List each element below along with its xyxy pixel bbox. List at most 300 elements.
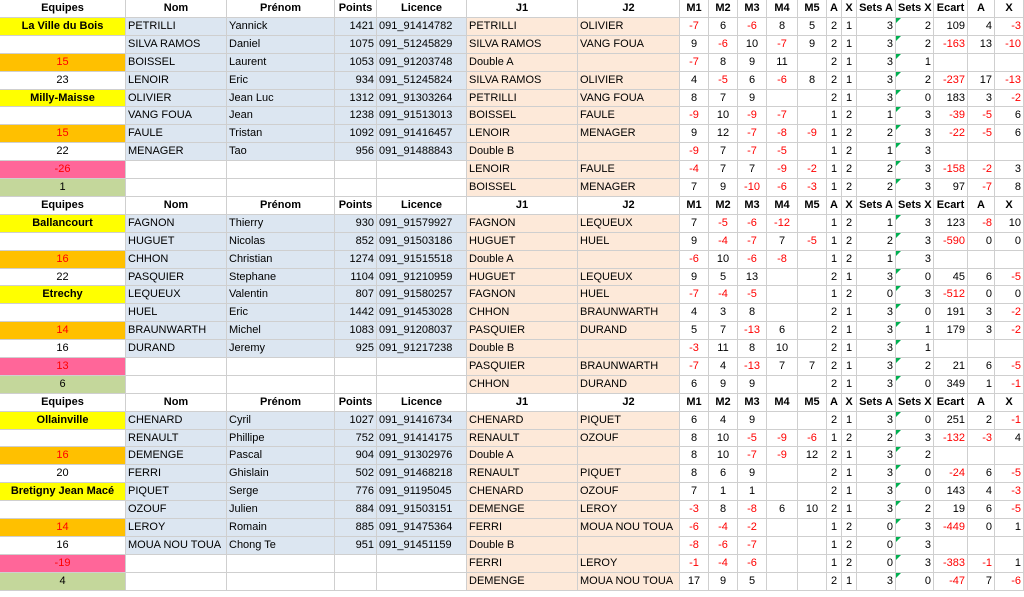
match-set-score[interactable]: -7: [738, 447, 767, 465]
match-ecart-x[interactable]: -2: [995, 322, 1024, 340]
empty-cell[interactable]: [126, 376, 227, 394]
match-ecart-a[interactable]: 3: [968, 322, 995, 340]
match-j2[interactable]: MENAGER: [578, 179, 680, 197]
match-set-score[interactable]: 7: [738, 161, 767, 179]
match-set-score[interactable]: -8: [767, 251, 798, 269]
match-set-score[interactable]: 8: [738, 340, 767, 358]
match-j2[interactable]: OZOUF: [578, 483, 680, 501]
player-points[interactable]: 1053: [335, 54, 377, 72]
match-sets-x[interactable]: 2: [896, 358, 934, 376]
player-prenom[interactable]: Romain: [227, 519, 335, 537]
header-m5[interactable]: M5: [798, 0, 827, 18]
player-prenom[interactable]: Nicolas: [227, 233, 335, 251]
match-set-score[interactable]: -8: [738, 501, 767, 519]
player-licence[interactable]: 091_91451159: [377, 537, 467, 555]
match-set-score[interactable]: -9: [767, 447, 798, 465]
match-x[interactable]: 1: [842, 412, 857, 430]
match-sets-a[interactable]: 3: [857, 412, 896, 430]
match-set-score[interactable]: 7: [680, 179, 709, 197]
match-j1[interactable]: SILVA RAMOS: [467, 36, 578, 54]
player-points[interactable]: 502: [335, 465, 377, 483]
player-prenom[interactable]: Cyril: [227, 412, 335, 430]
match-ecart-a[interactable]: 6: [968, 358, 995, 376]
header-points[interactable]: Points: [335, 0, 377, 18]
match-set-score[interactable]: -9: [767, 430, 798, 447]
header-x[interactable]: X: [842, 394, 857, 412]
header-m3[interactable]: M3: [738, 197, 767, 215]
team-score[interactable]: 13: [0, 358, 126, 376]
match-x[interactable]: 1: [842, 358, 857, 376]
empty-cell[interactable]: [227, 358, 335, 376]
match-a[interactable]: 2: [827, 483, 842, 501]
match-a[interactable]: 2: [827, 54, 842, 72]
match-a[interactable]: 2: [827, 501, 842, 519]
match-set-score[interactable]: -9: [680, 107, 709, 125]
match-a[interactable]: 2: [827, 447, 842, 465]
match-set-score[interactable]: 7: [680, 215, 709, 233]
match-ecart-x[interactable]: 0: [995, 286, 1024, 304]
player-prenom[interactable]: Eric: [227, 304, 335, 322]
match-set-score[interactable]: 11: [767, 54, 798, 72]
match-set-score[interactable]: -6: [738, 215, 767, 233]
match-j1[interactable]: SILVA RAMOS: [467, 72, 578, 90]
team-score[interactable]: [0, 107, 126, 125]
player-nom[interactable]: OLIVIER: [126, 90, 227, 107]
match-set-score[interactable]: -7: [680, 358, 709, 376]
match-a[interactable]: 2: [827, 36, 842, 54]
player-nom[interactable]: BOISSEL: [126, 54, 227, 72]
match-x[interactable]: 2: [842, 519, 857, 537]
player-licence[interactable]: 091_91580257: [377, 286, 467, 304]
match-j1[interactable]: Double A: [467, 447, 578, 465]
match-sets-x[interactable]: 3: [896, 233, 934, 251]
match-ecart[interactable]: [934, 54, 968, 72]
match-set-score[interactable]: [767, 537, 798, 555]
match-ecart-a[interactable]: 4: [968, 18, 995, 36]
match-sets-a[interactable]: 0: [857, 286, 896, 304]
match-set-score[interactable]: -7: [767, 36, 798, 54]
match-sets-x[interactable]: 3: [896, 251, 934, 269]
match-j2[interactable]: DURAND: [578, 376, 680, 394]
match-set-score[interactable]: 7: [680, 483, 709, 501]
match-set-score[interactable]: [798, 519, 827, 537]
match-ecart[interactable]: -590: [934, 233, 968, 251]
match-set-score[interactable]: 8: [709, 54, 738, 72]
match-sets-a[interactable]: 2: [857, 233, 896, 251]
match-j2[interactable]: OZOUF: [578, 430, 680, 447]
empty-cell[interactable]: [227, 573, 335, 591]
player-nom[interactable]: CHHON: [126, 251, 227, 269]
player-prenom[interactable]: Stephane: [227, 269, 335, 286]
match-set-score[interactable]: 8: [738, 304, 767, 322]
match-ecart-x[interactable]: -3: [995, 483, 1024, 501]
match-set-score[interactable]: 8: [798, 72, 827, 90]
player-points[interactable]: 807: [335, 286, 377, 304]
match-ecart-a[interactable]: -2: [968, 161, 995, 179]
match-j2[interactable]: LEQUEUX: [578, 215, 680, 233]
match-ecart-x[interactable]: -6: [995, 573, 1024, 591]
team-score[interactable]: 22: [0, 143, 126, 161]
match-j1[interactable]: LENOIR: [467, 161, 578, 179]
match-set-score[interactable]: 5: [709, 269, 738, 286]
match-sets-x[interactable]: 3: [896, 430, 934, 447]
match-set-score[interactable]: [798, 412, 827, 430]
match-set-score[interactable]: -4: [709, 286, 738, 304]
player-licence[interactable]: 091_91488843: [377, 143, 467, 161]
match-set-score[interactable]: 7: [767, 358, 798, 376]
match-j1[interactable]: FERRI: [467, 555, 578, 573]
empty-cell[interactable]: [126, 555, 227, 573]
match-ecart-a[interactable]: 6: [968, 269, 995, 286]
match-set-score[interactable]: -1: [680, 555, 709, 573]
empty-cell[interactable]: [335, 179, 377, 197]
player-points[interactable]: 1027: [335, 412, 377, 430]
header-m5[interactable]: M5: [798, 394, 827, 412]
match-sets-x[interactable]: 1: [896, 322, 934, 340]
header-j1[interactable]: J1: [467, 394, 578, 412]
match-set-score[interactable]: -6: [738, 18, 767, 36]
match-j2[interactable]: HUEL: [578, 286, 680, 304]
player-points[interactable]: 925: [335, 340, 377, 358]
team-score[interactable]: 22: [0, 269, 126, 286]
match-set-score[interactable]: [767, 376, 798, 394]
header-a2[interactable]: A: [968, 197, 995, 215]
match-x[interactable]: 2: [842, 430, 857, 447]
match-j1[interactable]: BOISSEL: [467, 179, 578, 197]
match-j2[interactable]: VANG FOUA: [578, 36, 680, 54]
header-j1[interactable]: J1: [467, 0, 578, 18]
player-licence[interactable]: 091_91468218: [377, 465, 467, 483]
match-j1[interactable]: CHENARD: [467, 412, 578, 430]
match-j2[interactable]: FAULE: [578, 107, 680, 125]
match-ecart-a[interactable]: 0: [968, 233, 995, 251]
player-nom[interactable]: HUGUET: [126, 233, 227, 251]
match-set-score[interactable]: 7: [709, 322, 738, 340]
team-score[interactable]: [0, 501, 126, 519]
header-prenom[interactable]: Prénom: [227, 394, 335, 412]
team-score[interactable]: 14: [0, 519, 126, 537]
match-x[interactable]: 2: [842, 215, 857, 233]
match-sets-x[interactable]: 3: [896, 215, 934, 233]
match-set-score[interactable]: [767, 286, 798, 304]
header-nom[interactable]: Nom: [126, 0, 227, 18]
match-set-score[interactable]: 10: [709, 447, 738, 465]
team-score[interactable]: 14: [0, 322, 126, 340]
team-name[interactable]: Milly-Maisse: [0, 90, 126, 107]
match-j1[interactable]: CHHON: [467, 376, 578, 394]
match-ecart-x[interactable]: [995, 537, 1024, 555]
match-ecart[interactable]: -512: [934, 286, 968, 304]
match-set-score[interactable]: 8: [767, 18, 798, 36]
match-ecart-x[interactable]: 0: [995, 233, 1024, 251]
player-points[interactable]: 1238: [335, 107, 377, 125]
player-points[interactable]: 930: [335, 215, 377, 233]
team-score[interactable]: 16: [0, 340, 126, 358]
match-x[interactable]: 1: [842, 18, 857, 36]
match-sets-a[interactable]: 3: [857, 340, 896, 358]
match-set-score[interactable]: 9: [738, 412, 767, 430]
header-x2[interactable]: X: [995, 394, 1024, 412]
match-ecart-x[interactable]: -5: [995, 501, 1024, 519]
match-set-score[interactable]: 9: [709, 179, 738, 197]
match-sets-a[interactable]: 3: [857, 269, 896, 286]
match-sets-a[interactable]: 3: [857, 322, 896, 340]
player-points[interactable]: 1092: [335, 125, 377, 143]
match-set-score[interactable]: 10: [738, 36, 767, 54]
player-licence[interactable]: 091_91416734: [377, 412, 467, 430]
match-ecart-a[interactable]: 17: [968, 72, 995, 90]
match-j1[interactable]: CHHON: [467, 304, 578, 322]
player-prenom[interactable]: Laurent: [227, 54, 335, 72]
match-sets-a[interactable]: 3: [857, 72, 896, 90]
match-x[interactable]: 1: [842, 304, 857, 322]
header-a[interactable]: A: [827, 0, 842, 18]
match-sets-x[interactable]: 3: [896, 107, 934, 125]
match-a[interactable]: 2: [827, 465, 842, 483]
header-ecart[interactable]: Ecart: [934, 0, 968, 18]
match-ecart[interactable]: [934, 447, 968, 465]
match-ecart-a[interactable]: 6: [968, 465, 995, 483]
match-ecart-x[interactable]: [995, 251, 1024, 269]
match-sets-a[interactable]: 2: [857, 161, 896, 179]
match-sets-a[interactable]: 3: [857, 304, 896, 322]
match-x[interactable]: 2: [842, 555, 857, 573]
match-ecart-a[interactable]: 1: [968, 376, 995, 394]
match-ecart[interactable]: -158: [934, 161, 968, 179]
match-set-score[interactable]: 9: [738, 90, 767, 107]
match-set-score[interactable]: -7: [680, 54, 709, 72]
player-licence[interactable]: 091_91416457: [377, 125, 467, 143]
match-set-score[interactable]: -7: [738, 233, 767, 251]
team-name[interactable]: Bretigny Jean Macé: [0, 483, 126, 501]
match-set-score[interactable]: 11: [709, 340, 738, 358]
match-set-score[interactable]: -4: [709, 555, 738, 573]
match-sets-a[interactable]: 3: [857, 90, 896, 107]
match-x[interactable]: 2: [842, 537, 857, 555]
match-set-score[interactable]: -6: [767, 72, 798, 90]
header-nom[interactable]: Nom: [126, 197, 227, 215]
match-set-score[interactable]: [798, 376, 827, 394]
match-set-score[interactable]: [798, 269, 827, 286]
header-nom[interactable]: Nom: [126, 394, 227, 412]
match-sets-a[interactable]: 0: [857, 555, 896, 573]
match-x[interactable]: 1: [842, 376, 857, 394]
match-j1[interactable]: Double B: [467, 143, 578, 161]
match-x[interactable]: 1: [842, 465, 857, 483]
empty-cell[interactable]: [335, 358, 377, 376]
match-set-score[interactable]: 1: [709, 483, 738, 501]
match-sets-x[interactable]: 3: [896, 125, 934, 143]
player-points[interactable]: 904: [335, 447, 377, 465]
match-ecart[interactable]: 97: [934, 179, 968, 197]
match-sets-x[interactable]: 3: [896, 286, 934, 304]
player-licence[interactable]: 091_91475364: [377, 519, 467, 537]
match-x[interactable]: 1: [842, 322, 857, 340]
match-sets-a[interactable]: 0: [857, 519, 896, 537]
header-sets-a[interactable]: Sets A: [857, 0, 896, 18]
match-ecart[interactable]: 143: [934, 483, 968, 501]
match-set-score[interactable]: -3: [680, 501, 709, 519]
match-j2[interactable]: LEROY: [578, 501, 680, 519]
match-set-score[interactable]: [798, 573, 827, 591]
match-sets-x[interactable]: 2: [896, 72, 934, 90]
match-set-score[interactable]: [767, 465, 798, 483]
match-ecart[interactable]: -47: [934, 573, 968, 591]
match-ecart-a[interactable]: -8: [968, 215, 995, 233]
player-prenom[interactable]: Tristan: [227, 125, 335, 143]
player-nom[interactable]: LEQUEUX: [126, 286, 227, 304]
header-sets-x[interactable]: Sets X: [896, 394, 934, 412]
player-points[interactable]: 1442: [335, 304, 377, 322]
match-set-score[interactable]: 6: [680, 376, 709, 394]
player-nom[interactable]: LENOIR: [126, 72, 227, 90]
match-ecart-a[interactable]: 7: [968, 573, 995, 591]
match-set-score[interactable]: -5: [709, 72, 738, 90]
header-equipes[interactable]: Equipes: [0, 0, 126, 18]
empty-cell[interactable]: [126, 179, 227, 197]
match-set-score[interactable]: -10: [738, 179, 767, 197]
match-set-score[interactable]: [767, 269, 798, 286]
match-set-score[interactable]: -8: [767, 125, 798, 143]
match-a[interactable]: 2: [827, 304, 842, 322]
player-points[interactable]: 852: [335, 233, 377, 251]
match-set-score[interactable]: 12: [798, 447, 827, 465]
player-points[interactable]: 752: [335, 430, 377, 447]
match-x[interactable]: 1: [842, 573, 857, 591]
match-ecart[interactable]: -383: [934, 555, 968, 573]
match-ecart[interactable]: [934, 251, 968, 269]
match-set-score[interactable]: 9: [680, 269, 709, 286]
player-prenom[interactable]: Phillipe: [227, 430, 335, 447]
header-sets-x[interactable]: Sets X: [896, 0, 934, 18]
player-nom[interactable]: FERRI: [126, 465, 227, 483]
match-j1[interactable]: BOISSEL: [467, 107, 578, 125]
match-x[interactable]: 1: [842, 483, 857, 501]
header-m2[interactable]: M2: [709, 394, 738, 412]
match-j2[interactable]: [578, 143, 680, 161]
match-a[interactable]: 2: [827, 18, 842, 36]
header-m4[interactable]: M4: [767, 0, 798, 18]
player-licence[interactable]: 091_91414175: [377, 430, 467, 447]
match-j1[interactable]: HUGUET: [467, 233, 578, 251]
match-set-score[interactable]: [798, 555, 827, 573]
player-licence[interactable]: 091_51245824: [377, 72, 467, 90]
match-set-score[interactable]: 10: [798, 501, 827, 519]
match-set-score[interactable]: -6: [767, 179, 798, 197]
header-j2[interactable]: J2: [578, 394, 680, 412]
match-a[interactable]: 1: [827, 179, 842, 197]
match-set-score[interactable]: -2: [798, 161, 827, 179]
match-set-score[interactable]: -7: [680, 286, 709, 304]
match-sets-a[interactable]: 3: [857, 18, 896, 36]
match-sets-a[interactable]: 1: [857, 107, 896, 125]
header-x2[interactable]: X: [995, 197, 1024, 215]
player-nom[interactable]: PETRILLI: [126, 18, 227, 36]
match-sets-x[interactable]: 0: [896, 376, 934, 394]
match-set-score[interactable]: -7: [767, 107, 798, 125]
match-a[interactable]: 1: [827, 233, 842, 251]
player-nom[interactable]: LEROY: [126, 519, 227, 537]
empty-cell[interactable]: [377, 376, 467, 394]
empty-cell[interactable]: [126, 161, 227, 179]
match-x[interactable]: 2: [842, 125, 857, 143]
match-ecart[interactable]: [934, 340, 968, 358]
match-j1[interactable]: RENAULT: [467, 430, 578, 447]
match-j2[interactable]: [578, 54, 680, 72]
match-set-score[interactable]: -13: [738, 322, 767, 340]
header-prenom[interactable]: Prénom: [227, 197, 335, 215]
header-a2[interactable]: A: [968, 0, 995, 18]
match-a[interactable]: 1: [827, 107, 842, 125]
match-j1[interactable]: PETRILLI: [467, 18, 578, 36]
match-set-score[interactable]: 6: [767, 501, 798, 519]
match-sets-x[interactable]: 1: [896, 54, 934, 72]
player-licence[interactable]: 091_91579927: [377, 215, 467, 233]
match-ecart-a[interactable]: [968, 54, 995, 72]
match-ecart[interactable]: 251: [934, 412, 968, 430]
header-prenom[interactable]: Prénom: [227, 0, 335, 18]
match-sets-a[interactable]: 2: [857, 179, 896, 197]
match-j2[interactable]: DURAND: [578, 322, 680, 340]
match-sets-a[interactable]: 3: [857, 36, 896, 54]
match-x[interactable]: 1: [842, 54, 857, 72]
match-ecart-x[interactable]: -2: [995, 304, 1024, 322]
match-a[interactable]: 1: [827, 555, 842, 573]
match-set-score[interactable]: 4: [680, 304, 709, 322]
player-prenom[interactable]: Chong Te: [227, 537, 335, 555]
team-score[interactable]: [0, 233, 126, 251]
match-set-score[interactable]: 7: [709, 161, 738, 179]
team-score[interactable]: 15: [0, 125, 126, 143]
match-set-score[interactable]: -4: [709, 519, 738, 537]
empty-cell[interactable]: [227, 376, 335, 394]
match-j2[interactable]: MOUA NOU TOUA: [578, 519, 680, 537]
match-set-score[interactable]: -4: [680, 161, 709, 179]
match-sets-x[interactable]: 2: [896, 501, 934, 519]
match-ecart-a[interactable]: [968, 143, 995, 161]
match-set-score[interactable]: -6: [738, 555, 767, 573]
match-sets-a[interactable]: 3: [857, 358, 896, 376]
match-ecart[interactable]: 19: [934, 501, 968, 519]
player-points[interactable]: 776: [335, 483, 377, 501]
match-ecart-a[interactable]: 2: [968, 412, 995, 430]
match-ecart-a[interactable]: [968, 340, 995, 358]
match-a[interactable]: 2: [827, 358, 842, 376]
match-set-score[interactable]: -9: [738, 107, 767, 125]
player-prenom[interactable]: Jeremy: [227, 340, 335, 358]
match-set-score[interactable]: -6: [680, 251, 709, 269]
player-licence[interactable]: 091_51245829: [377, 36, 467, 54]
player-prenom[interactable]: Serge: [227, 483, 335, 501]
match-sets-a[interactable]: 3: [857, 447, 896, 465]
match-sets-x[interactable]: 0: [896, 304, 934, 322]
empty-cell[interactable]: [227, 161, 335, 179]
match-set-score[interactable]: [798, 537, 827, 555]
match-set-score[interactable]: 5: [738, 573, 767, 591]
player-points[interactable]: 934: [335, 72, 377, 90]
match-sets-x[interactable]: 1: [896, 340, 934, 358]
match-ecart-a[interactable]: 0: [968, 286, 995, 304]
match-set-score[interactable]: 5: [680, 322, 709, 340]
empty-cell[interactable]: [227, 555, 335, 573]
player-prenom[interactable]: Tao: [227, 143, 335, 161]
match-set-score[interactable]: 5: [798, 18, 827, 36]
header-x2[interactable]: X: [995, 0, 1024, 18]
player-licence[interactable]: 091_91503151: [377, 501, 467, 519]
match-x[interactable]: 1: [842, 501, 857, 519]
match-set-score[interactable]: 4: [709, 412, 738, 430]
match-sets-a[interactable]: 3: [857, 501, 896, 519]
